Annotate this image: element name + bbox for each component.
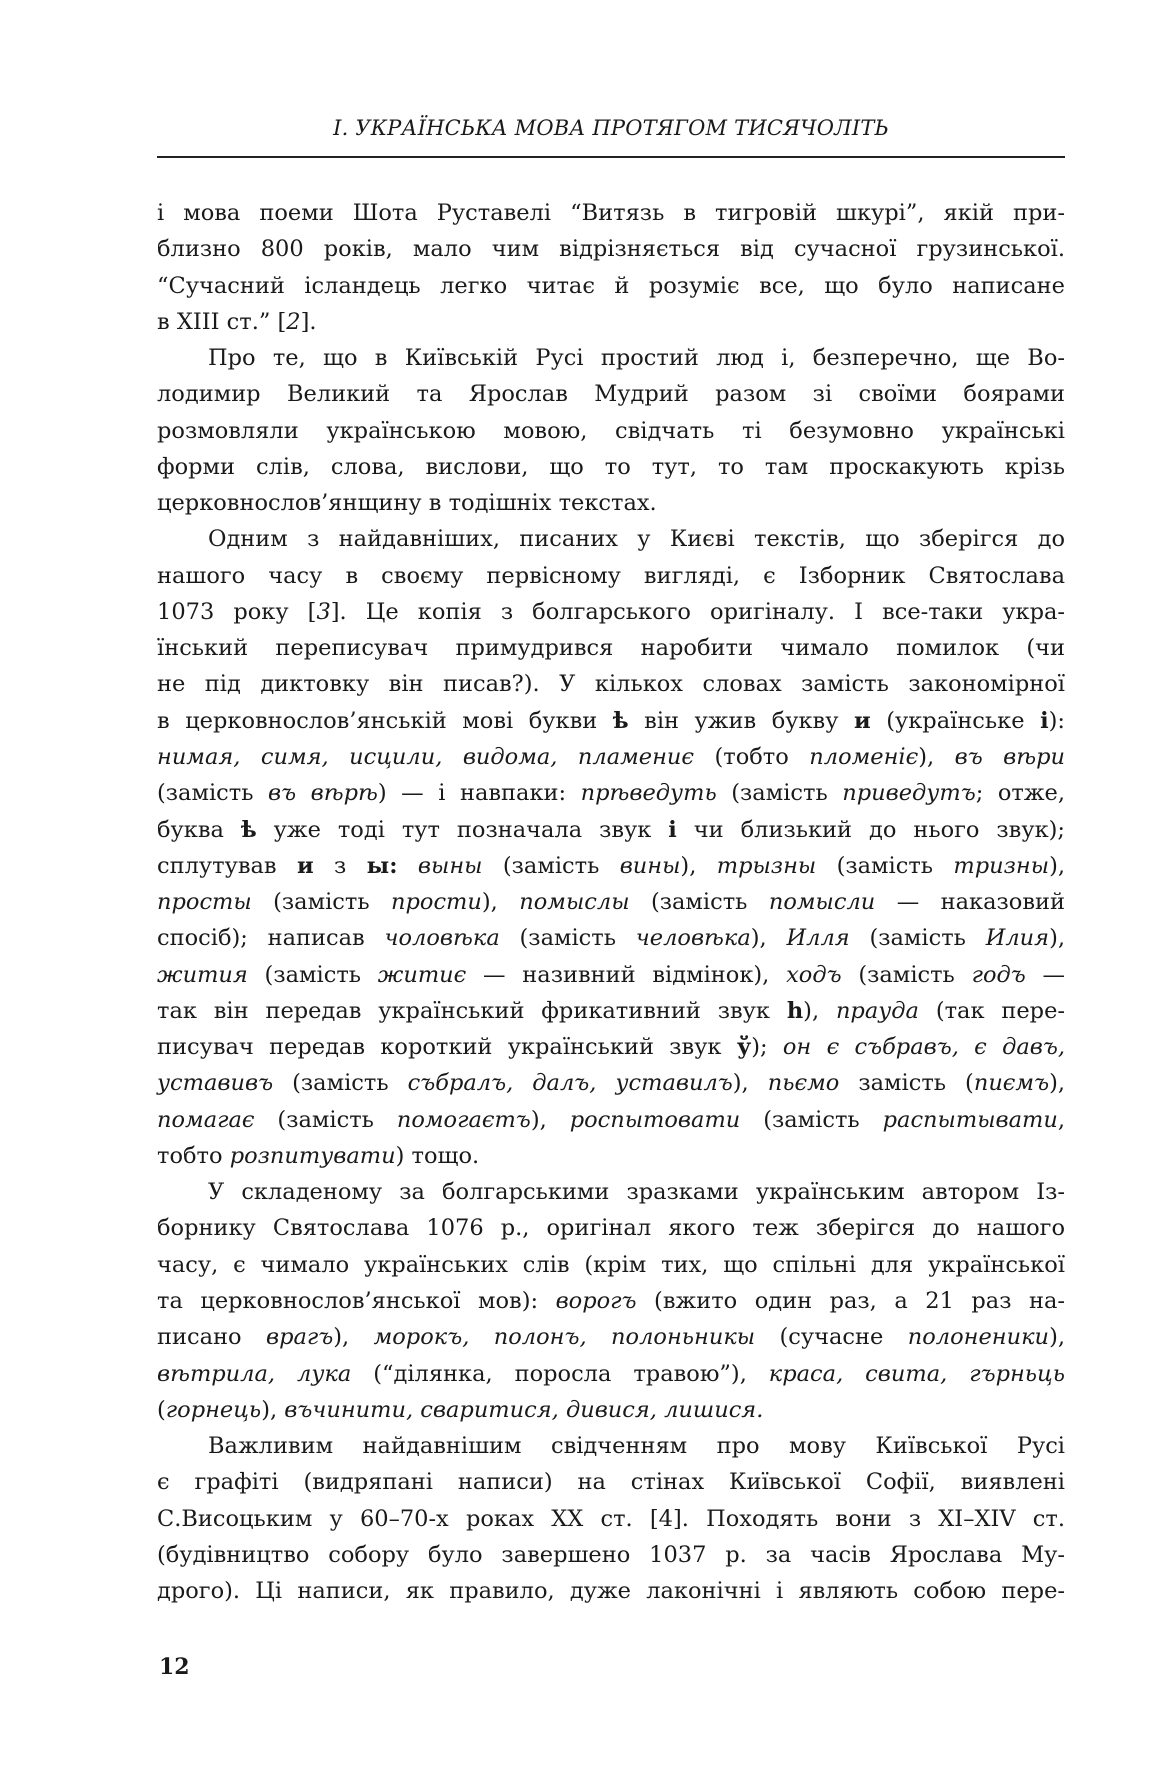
- text-run: (сучасне: [755, 1324, 908, 1351]
- text-line: [157, 1065, 1065, 1101]
- text-line: [157, 376, 1065, 412]
- text-run: Про те, що в Київській Русі простий люд і, безперечно, ще Во-: [208, 345, 1065, 372]
- italic-word: помысли: [768, 889, 876, 916]
- text-line: [157, 1283, 1065, 1319]
- text-run: ),: [333, 1324, 374, 1351]
- italic-word: горнець: [165, 1396, 262, 1423]
- text-run: лодимир Великий та Ярослав Мудрий разом зі своїми боярами: [157, 381, 1065, 408]
- bold-letter: ѣ: [612, 707, 629, 734]
- text-run: близно 800 років, мало чим відрізняється від сучасної грузинської.: [157, 236, 1065, 263]
- text-run: замість (: [839, 1070, 974, 1097]
- text-run: він ужив букву: [628, 707, 854, 734]
- text-line: [157, 957, 1065, 993]
- text-run: не під диктовку він писав?). У кількох словах замість закономірної: [157, 671, 1065, 698]
- text-run: ),: [803, 997, 836, 1024]
- text-run: (замість: [254, 1106, 397, 1133]
- text-run: часу, є чимало українських слів (крім тих, що спільні для української: [157, 1251, 1065, 1278]
- running-header: І. УКРАЇНСЬКА МОВА ПРОТЯГОМ ТИСЯЧОЛІТЬ: [333, 116, 889, 140]
- bold-letter: і: [1040, 707, 1049, 734]
- text-line: [157, 666, 1065, 702]
- italic-word: розпитувати: [229, 1142, 396, 1169]
- text-run: (так пере-: [918, 997, 1065, 1024]
- text-run: ; отже,: [975, 780, 1065, 807]
- italic-word: пломеніє: [809, 743, 919, 770]
- text-run: (замість: [841, 961, 972, 988]
- text-line: [157, 1138, 1065, 1174]
- bold-letter: h: [786, 997, 804, 1024]
- text-line: [157, 1537, 1065, 1573]
- text-run: писано: [157, 1324, 266, 1351]
- page-number: 12: [159, 1654, 190, 1680]
- italic-word: 3: [316, 598, 331, 625]
- text-run: (замість: [716, 780, 843, 807]
- bold-letter: ы:: [366, 852, 398, 879]
- italic-word: уставивъ: [157, 1070, 274, 1097]
- italic-word: въ вѣрѣ: [268, 780, 378, 807]
- text-run: );: [751, 1034, 783, 1061]
- text-run: ),: [1049, 1324, 1065, 1351]
- text-run: ),: [481, 889, 520, 916]
- text-run: Одним з найдавніших, писаних у Києві текстів, що зберігся до: [208, 526, 1065, 553]
- text-run: —: [1025, 961, 1066, 988]
- italic-word: помогаєтъ: [396, 1106, 531, 1133]
- text-line: [157, 521, 1065, 557]
- body-text: [157, 195, 1065, 1609]
- italic-word: ворогъ: [555, 1287, 637, 1314]
- italic-word: врагъ: [265, 1324, 334, 1351]
- text-run: ),: [750, 925, 787, 952]
- text-line: [157, 1210, 1065, 1246]
- text-run: ),: [1049, 925, 1065, 952]
- bold-letter: и: [296, 852, 314, 879]
- text-run: нашого часу в своєму первісному вигляді, є Ізборник Святослава: [157, 562, 1065, 589]
- text-run: уже тоді тут позначала звук: [256, 816, 669, 843]
- italic-word: прости: [391, 889, 482, 916]
- text-run: (замість: [629, 889, 769, 916]
- text-run: ),: [530, 1106, 570, 1133]
- italic-word: житиє: [377, 961, 467, 988]
- text-run: ) — і навпаки:: [377, 780, 581, 807]
- bold-letter: ѣ: [240, 816, 257, 843]
- text-run: ),: [680, 852, 717, 879]
- text-line: [157, 703, 1065, 739]
- italic-word: въчинити, сваритися, дивися, лишися.: [284, 1396, 764, 1423]
- italic-word: пьємо: [767, 1070, 840, 1097]
- text-run: ,: [1057, 1106, 1066, 1133]
- text-run: У складеному за болгарськими зразками українським автором Із-: [208, 1179, 1065, 1206]
- text-run: ),: [1049, 1070, 1065, 1097]
- text-run: тобто: [157, 1142, 230, 1169]
- text-run: розмовляли українською мовою, свідчать ті безумовно українські: [157, 417, 1065, 444]
- text-line: [157, 1174, 1065, 1210]
- italic-word: человѣка: [635, 925, 751, 952]
- text-run: дрого). Ці написи, як правило, дуже лаконічні і являють собою пере-: [157, 1578, 1065, 1605]
- italic-word: пиємъ: [973, 1070, 1050, 1097]
- text-line: [157, 1319, 1065, 1355]
- text-run: чи близький до нього звук);: [676, 816, 1066, 843]
- text-line: [157, 920, 1065, 956]
- text-run: — називний відмінок),: [466, 961, 787, 988]
- italic-word: просты: [157, 889, 252, 916]
- italic-word: распытывати: [882, 1106, 1058, 1133]
- italic-word: събралъ, далъ, уставилъ: [407, 1070, 733, 1097]
- italic-word: приведутъ: [842, 780, 976, 807]
- italic-word: выны: [417, 852, 483, 879]
- text-line: [157, 1247, 1065, 1283]
- text-line: [157, 1356, 1065, 1392]
- italic-word: вѣтрила, лука: [157, 1360, 352, 1387]
- italic-word: ходъ: [786, 961, 842, 988]
- text-run: (: [157, 1396, 166, 1423]
- text-run: (замість: [157, 780, 269, 807]
- text-run: церковнослов’янщину в тодішніх текстах.: [157, 490, 657, 517]
- bold-letter: и: [853, 707, 871, 734]
- text-line: [157, 848, 1065, 884]
- text-line: [157, 630, 1065, 666]
- text-run: в церковнослов’янській мові букви: [157, 707, 613, 734]
- text-line: [157, 558, 1065, 594]
- italic-word: вины: [619, 852, 681, 879]
- italic-word: тризны: [953, 852, 1050, 879]
- italic-word: жития: [157, 961, 248, 988]
- header-rule: [157, 156, 1065, 158]
- text-run: (замість: [740, 1106, 883, 1133]
- text-run: спосіб); написав: [157, 925, 385, 952]
- italic-word: помыслы: [519, 889, 630, 916]
- text-run: ),: [918, 743, 955, 770]
- italic-word: прауда: [835, 997, 919, 1024]
- text-run: (замість: [499, 925, 636, 952]
- italic-word: годъ: [971, 961, 1026, 988]
- text-line: [157, 231, 1065, 267]
- text-run: ].: [300, 308, 317, 335]
- paragraph: [157, 521, 1065, 1174]
- text-line: [157, 739, 1065, 775]
- text-line: [157, 413, 1065, 449]
- italic-word: въ вѣри: [954, 743, 1065, 770]
- italic-word: Илия: [985, 925, 1050, 952]
- italic-word: 2: [286, 308, 301, 335]
- text-run: (“ділянка, поросла травою”),: [351, 1360, 769, 1387]
- italic-word: роспытовати: [569, 1106, 741, 1133]
- italic-word: нимая, симя, исцили, видома, пламениє: [157, 743, 695, 770]
- text-run: (замість: [849, 925, 986, 952]
- paragraph: [157, 1174, 1065, 1428]
- italic-word: он є събравъ, є давъ,: [782, 1034, 1065, 1061]
- text-line: [157, 1501, 1065, 1537]
- text-run: (замість: [251, 889, 392, 916]
- text-line: [157, 1392, 1065, 1428]
- text-line: [157, 449, 1065, 485]
- text-line: [157, 594, 1065, 630]
- text-line: [157, 884, 1065, 920]
- text-run: (будівництво собору було завершено 1037 р. за часів Ярослава Му-: [157, 1541, 1065, 1568]
- text-run: (замість: [247, 961, 378, 988]
- italic-word: морокъ, полонъ, полоньникы: [373, 1324, 756, 1351]
- text-run: в XIII ст.” [: [157, 308, 287, 335]
- text-line: [157, 268, 1065, 304]
- italic-word: чоловѣка: [384, 925, 500, 952]
- paragraph: [157, 1428, 1065, 1609]
- text-run: сплутував: [157, 852, 297, 879]
- text-run: ),: [1049, 852, 1066, 879]
- text-run: (замість: [816, 852, 954, 879]
- text-run: (замість: [273, 1070, 408, 1097]
- text-run: форми слів, слова, вислови, що то тут, то там проскакують крізь: [157, 453, 1065, 480]
- italic-word: помагає: [157, 1106, 255, 1133]
- text-line: [157, 1428, 1065, 1464]
- text-run: (замість: [482, 852, 620, 879]
- text-run: (українське: [870, 707, 1041, 734]
- text-run: так він передав український фрикативний звук: [157, 997, 787, 1024]
- text-run: С.Висоцьким у 60–70-х роках XX ст. [4]. Походять вони з XI–XIV ст.: [157, 1505, 1065, 1532]
- text-run: їнський переписувач примудрився наробити чимало помилок (чи: [157, 635, 1065, 662]
- text-run: (тобто: [694, 743, 810, 770]
- text-run: (вжито один раз, а 21 раз на-: [636, 1287, 1065, 1314]
- text-run: 1073 року [: [157, 598, 317, 625]
- italic-word: Илля: [786, 925, 850, 952]
- italic-word: прѣведуть: [580, 780, 717, 807]
- italic-word: полоненики: [907, 1324, 1050, 1351]
- text-run: ),: [261, 1396, 285, 1423]
- text-line: [157, 1029, 1065, 1065]
- text-line: [157, 304, 1065, 340]
- paragraph: [157, 195, 1065, 340]
- text-line: [157, 812, 1065, 848]
- text-run: писувач передав короткий український звук: [157, 1034, 737, 1061]
- text-run: з: [313, 852, 367, 879]
- bold-letter: ў: [736, 1034, 752, 1061]
- text-run: і мова поеми Шота Руставелі “Витязь в тигровій шкурі”, якій при-: [157, 200, 1065, 226]
- text-run: ) тощо.: [395, 1142, 480, 1169]
- text-line: [157, 195, 1065, 231]
- text-run: ]. Це копія з болгарського оригіналу. І все-таки укра-: [330, 598, 1065, 625]
- text-run: Важливим найдавнішим свідченням про мову Київської Русі: [208, 1433, 1065, 1460]
- paragraph: [157, 340, 1065, 521]
- italic-word: краса, свита, гърньць: [768, 1360, 1065, 1387]
- bold-letter: і: [668, 816, 677, 843]
- text-run: борнику Святослава 1076 р., оригінал якого теж зберігся до нашого: [157, 1215, 1065, 1242]
- text-run: “Сучасний ісландець легко читає й розуміє все, що було написане: [157, 272, 1065, 299]
- text-run: ),: [732, 1070, 768, 1097]
- text-run: ):: [1048, 707, 1065, 734]
- text-run: є графіті (видряпані написи) на стінах Київської Софії, виявлені: [157, 1469, 1065, 1496]
- italic-word: трызны: [716, 852, 817, 879]
- text-run: — наказовий: [875, 889, 1065, 916]
- text-line: [157, 1102, 1065, 1138]
- text-run: буква: [157, 816, 241, 843]
- text-run: [398, 853, 418, 879]
- text-line: [157, 485, 1065, 521]
- text-line: [157, 1573, 1065, 1609]
- text-line: [157, 340, 1065, 376]
- text-line: [157, 993, 1065, 1029]
- text-line: [157, 1464, 1065, 1500]
- text-run: та церковнослов’янської мов):: [157, 1287, 556, 1314]
- text-line: [157, 775, 1065, 811]
